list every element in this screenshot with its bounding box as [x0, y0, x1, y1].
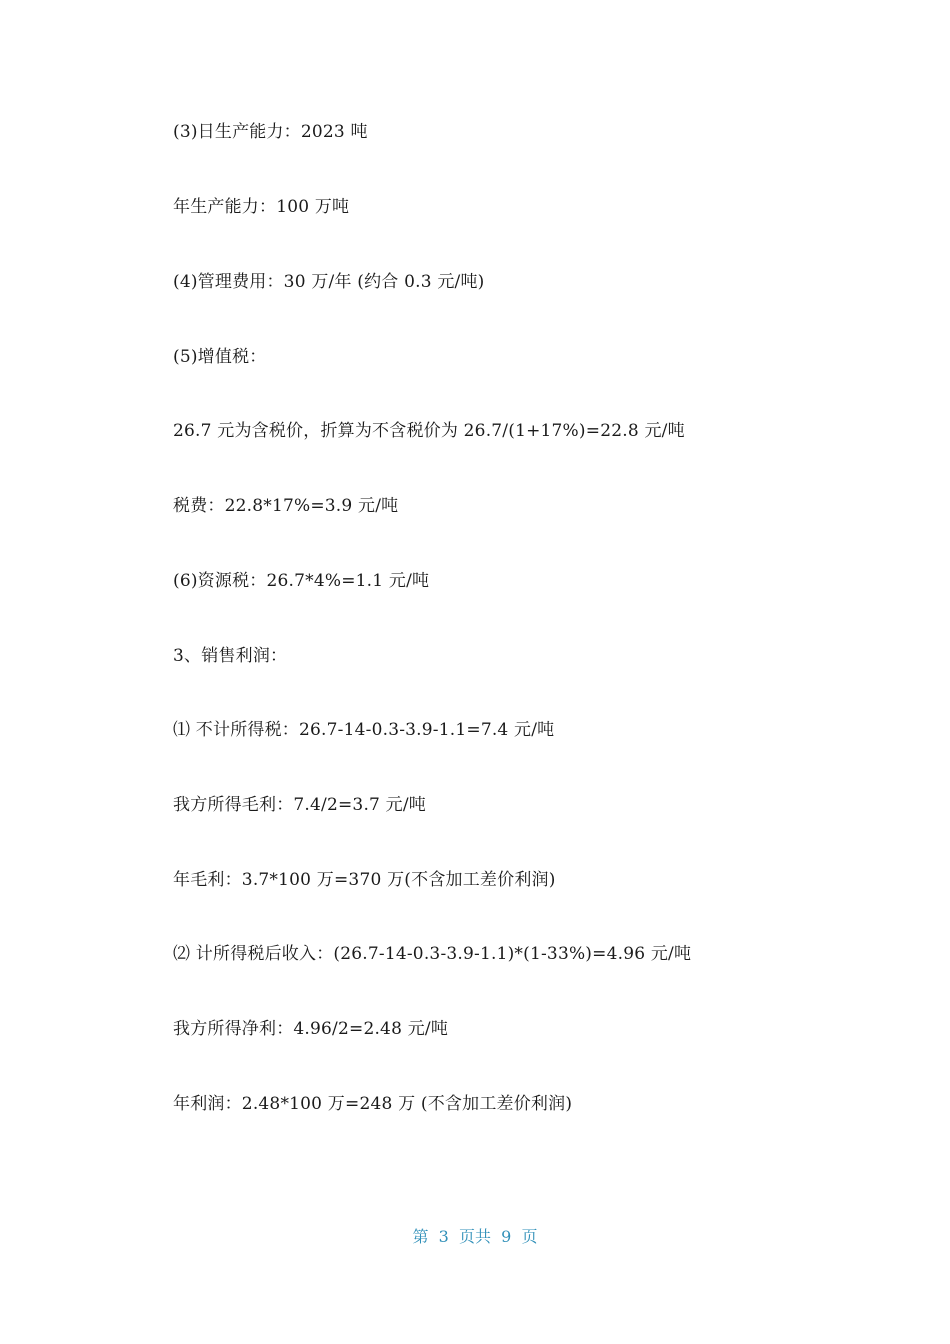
annual-gross-profit-line: 年毛利：3.7*100 万=370 万(不含加工差价利润)	[173, 870, 556, 890]
pre-income-tax-line: ⑴ 不计所得税：26.7-14-0.3-3.9-1.1=7.4 元/吨	[173, 720, 555, 740]
price-excl-tax-line: 26.7 元为含税价，折算为不含税价为 26.7/(1+17%)=22.8 元/吨	[173, 421, 685, 441]
vat-heading: (5)增值税：	[173, 347, 267, 367]
annual-profit-line: 年利润：2.48*100 万=248 万 (不含加工差价利润)	[173, 1094, 573, 1114]
sales-profit-heading: 3、销售利润：	[173, 646, 288, 666]
page-number-footer: 第 3 页共 9 页	[412, 1227, 538, 1246]
our-net-profit-line: 我方所得净利：4.96/2=2.48 元/吨	[173, 1019, 449, 1039]
management-fee-line: (4)管理费用：30 万/年 (约合 0.3 元/吨)	[173, 272, 485, 292]
annual-capacity-line: 年生产能力：100 万吨	[173, 197, 350, 217]
daily-capacity-line: (3)日生产能力：2023 吨	[173, 122, 368, 142]
tax-fee-line: 税费：22.8*17%=3.9 元/吨	[173, 496, 399, 516]
after-income-tax-line: ⑵ 计所得税后收入：(26.7-14-0.3-3.9-1.1)*(1-33%)=4.96 元/吨	[173, 944, 692, 964]
our-gross-profit-line: 我方所得毛利：7.4/2=3.7 元/吨	[173, 795, 426, 815]
resource-tax-line: (6)资源税：26.7*4%=1.1 元/吨	[173, 571, 430, 591]
